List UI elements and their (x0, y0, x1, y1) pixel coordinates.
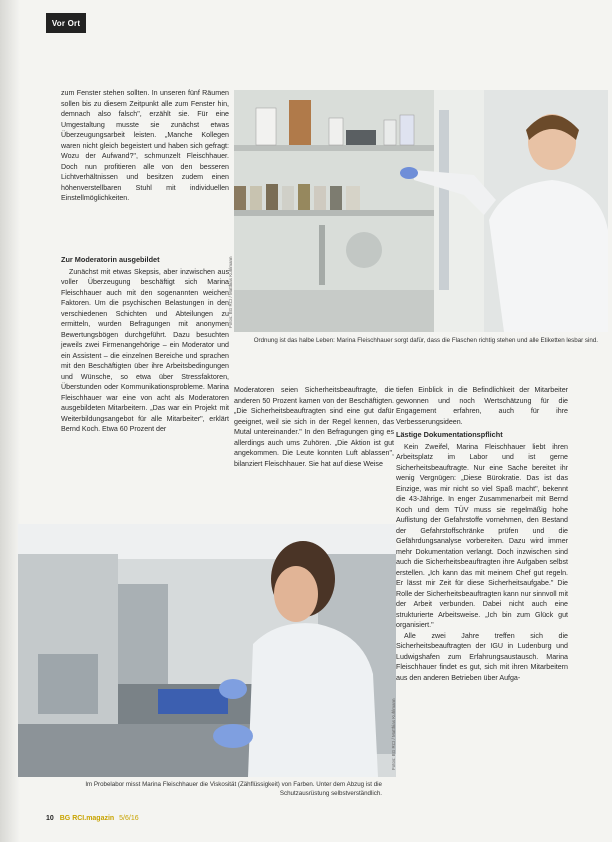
col3-body-text-2: Alle zwei Jahre treffen sich die Sicherheitsbeauftragten der IGU in Ludenburg und Ludwigshafen zum Erfahrungsaustausch. Marina Fleischhauer findet es gut, sich mit ihren Mitarbeitern aus den anderen Betrieben über Aufga- (396, 631, 568, 682)
subheading-dokumentation: Lästige Dokumentationspflicht (396, 430, 503, 439)
viscosity-lab-photo (18, 524, 396, 777)
column-3 (396, 385, 568, 683)
section-rubric: Vor Ort (46, 13, 86, 33)
col1-intro-text: zum Fenster stehen sollten. In unseren fünf Räumen sollen bis zu diesem Zeitpunkt alle zum Fenster hin, demnach also falsch", erzählt sie. Für eine Umgestaltung musste sie zunächst etwas Überzeugungsarbeit leisten. „Manche Kollegen waren nicht gleich begeistert und haben sich gefragt: Wozu der Aufwand?", schmunzelt Fleischhauer. Doch nun profitieren alle von den besseren Lichtverhältnissen und besitzen zudem einen höhenverstellbaren Stuhl mit individuellen Einstellmöglichkeiten. (61, 89, 229, 202)
photo1-caption: Ordnung ist das halbe Leben: Marina Fleischhauer sorgt dafür, dass die Flaschen richtig stehen und alle Etiketten lesbar sind. (253, 337, 598, 344)
col1-body-text: Zunächst mit etwas Skepsis, aber inzwischen aus voller Überzeugung beschäftigt sich Marina Fleischhauer auch mit den sogenannten weichen Faktoren. Um die psychischen Belastungen in den verschiedenen Schichten und Abteilungen zu ermitteln, wurden Befragungen mit anonymen Bewertungsbögen durchgeführt. Dazu besuchten jeweils zwei Firmenangehörige – ein Moderator und ein Assistent – die einzelnen Bereiche und sprachen mit den Beschäftigten über ihre Arbeitsbedingungen und Wünsche, so etwa über Stressfaktoren, Überstunden oder Kommunikationsprobleme. Marina Fleischhauer war eine von acht als Moderatoren ausgebildeten Mitarbeitern. „Das war ein Projekt mit Weiterbildungsangebot für alle Mitarbeiter", erklärt Bernd Koch. Etwa 60 Prozent der (61, 267, 229, 433)
page-number: 10 (46, 815, 54, 822)
issue-number: 5/6/16 (119, 815, 139, 822)
col3-intro-text: tiefen Einblick in die Befindlichkeit der Mitarbeiter gewonnen und noch Wertschätzung für die Engagement erfahren, auch für ihre Verbesserungsideen. (396, 386, 568, 426)
subheading-moderatorin: Zur Moderatorin ausgebildet (61, 255, 160, 264)
col2-body-text: Moderatoren seien Sicherheitsbeauftragte, die anderen 50 Prozent kamen von der Beschäftigten. „Die Sicherheitsbeauftragten sind eine gut dafür geeignet, weil sie sich in der Regel kennen, das Mutal untereinander." In den Befragungen ging es allerdings auch ums Zuhören. „Die Aktion ist gut angekommen. Die Leute konnten Luft ablassen", bilanziert Fleischhauer. Sie hat auf diese Weise (234, 386, 394, 468)
col3-body-text-1: Kein Zweifel, Marina Fleischhauer liebt ihren Arbeitsplatz im Labor und ist gerne Sicherheitsbeauftragte. Nur eine Sache bereitet ihr wenig Vergnügen: „Diese Bürokratie. Das ist das Einzige, was mir nicht so viel Spaß macht", bekennt die 43-Jährige. In enger Zusammenarbeit mit Bernd Koch und dem TÜV muss sie regelmäßig hohe Auflistung der Gefahrstoffe vornehmen, den Bestand der Gefahrstoffschränke prüfen und die Gefährdungsanalyse vorbereiten. Dazu wird immer mehr Dokumentation verlangt. Doch inzwischen sind auch die Sicherheitsbeauftragten ihre Aufgaben selbst erstellen. „Ich kann das mit meinem Chef gut regeln. Er lässt mir Zeit für diese Sicherheitsaufgabe." Die Rolle der Sicherheitsbeauftragten kann nur sinnvoll mit der Arbeit verbunden. Dabei nicht auch eine strukturierte Arbeitsweise. „Ich bin zum Glück gut organisiert." (396, 442, 568, 629)
column-2 (234, 385, 394, 469)
photo2-caption: Im Probelabor misst Marina Fleischhauer die Viskosität (Zähflüssigkeit) von Farben. Unter dem Abzug ist die Schutzausrüstung selbstverständlich. (85, 781, 382, 797)
photo2-credit: Fotos: BG RCI / Matthias Kuhlmann (391, 698, 396, 770)
lab-shelf-photo (234, 90, 608, 332)
page-edge-shadow (0, 0, 20, 842)
column-1-intro (61, 88, 229, 204)
page-footer (46, 815, 139, 822)
photo1-credit: Fotos: BG RCI / Matthias Kuhlmann (228, 256, 233, 328)
column-1-body (61, 252, 229, 435)
magazine-name: BG RCI.magazin (59, 815, 115, 822)
